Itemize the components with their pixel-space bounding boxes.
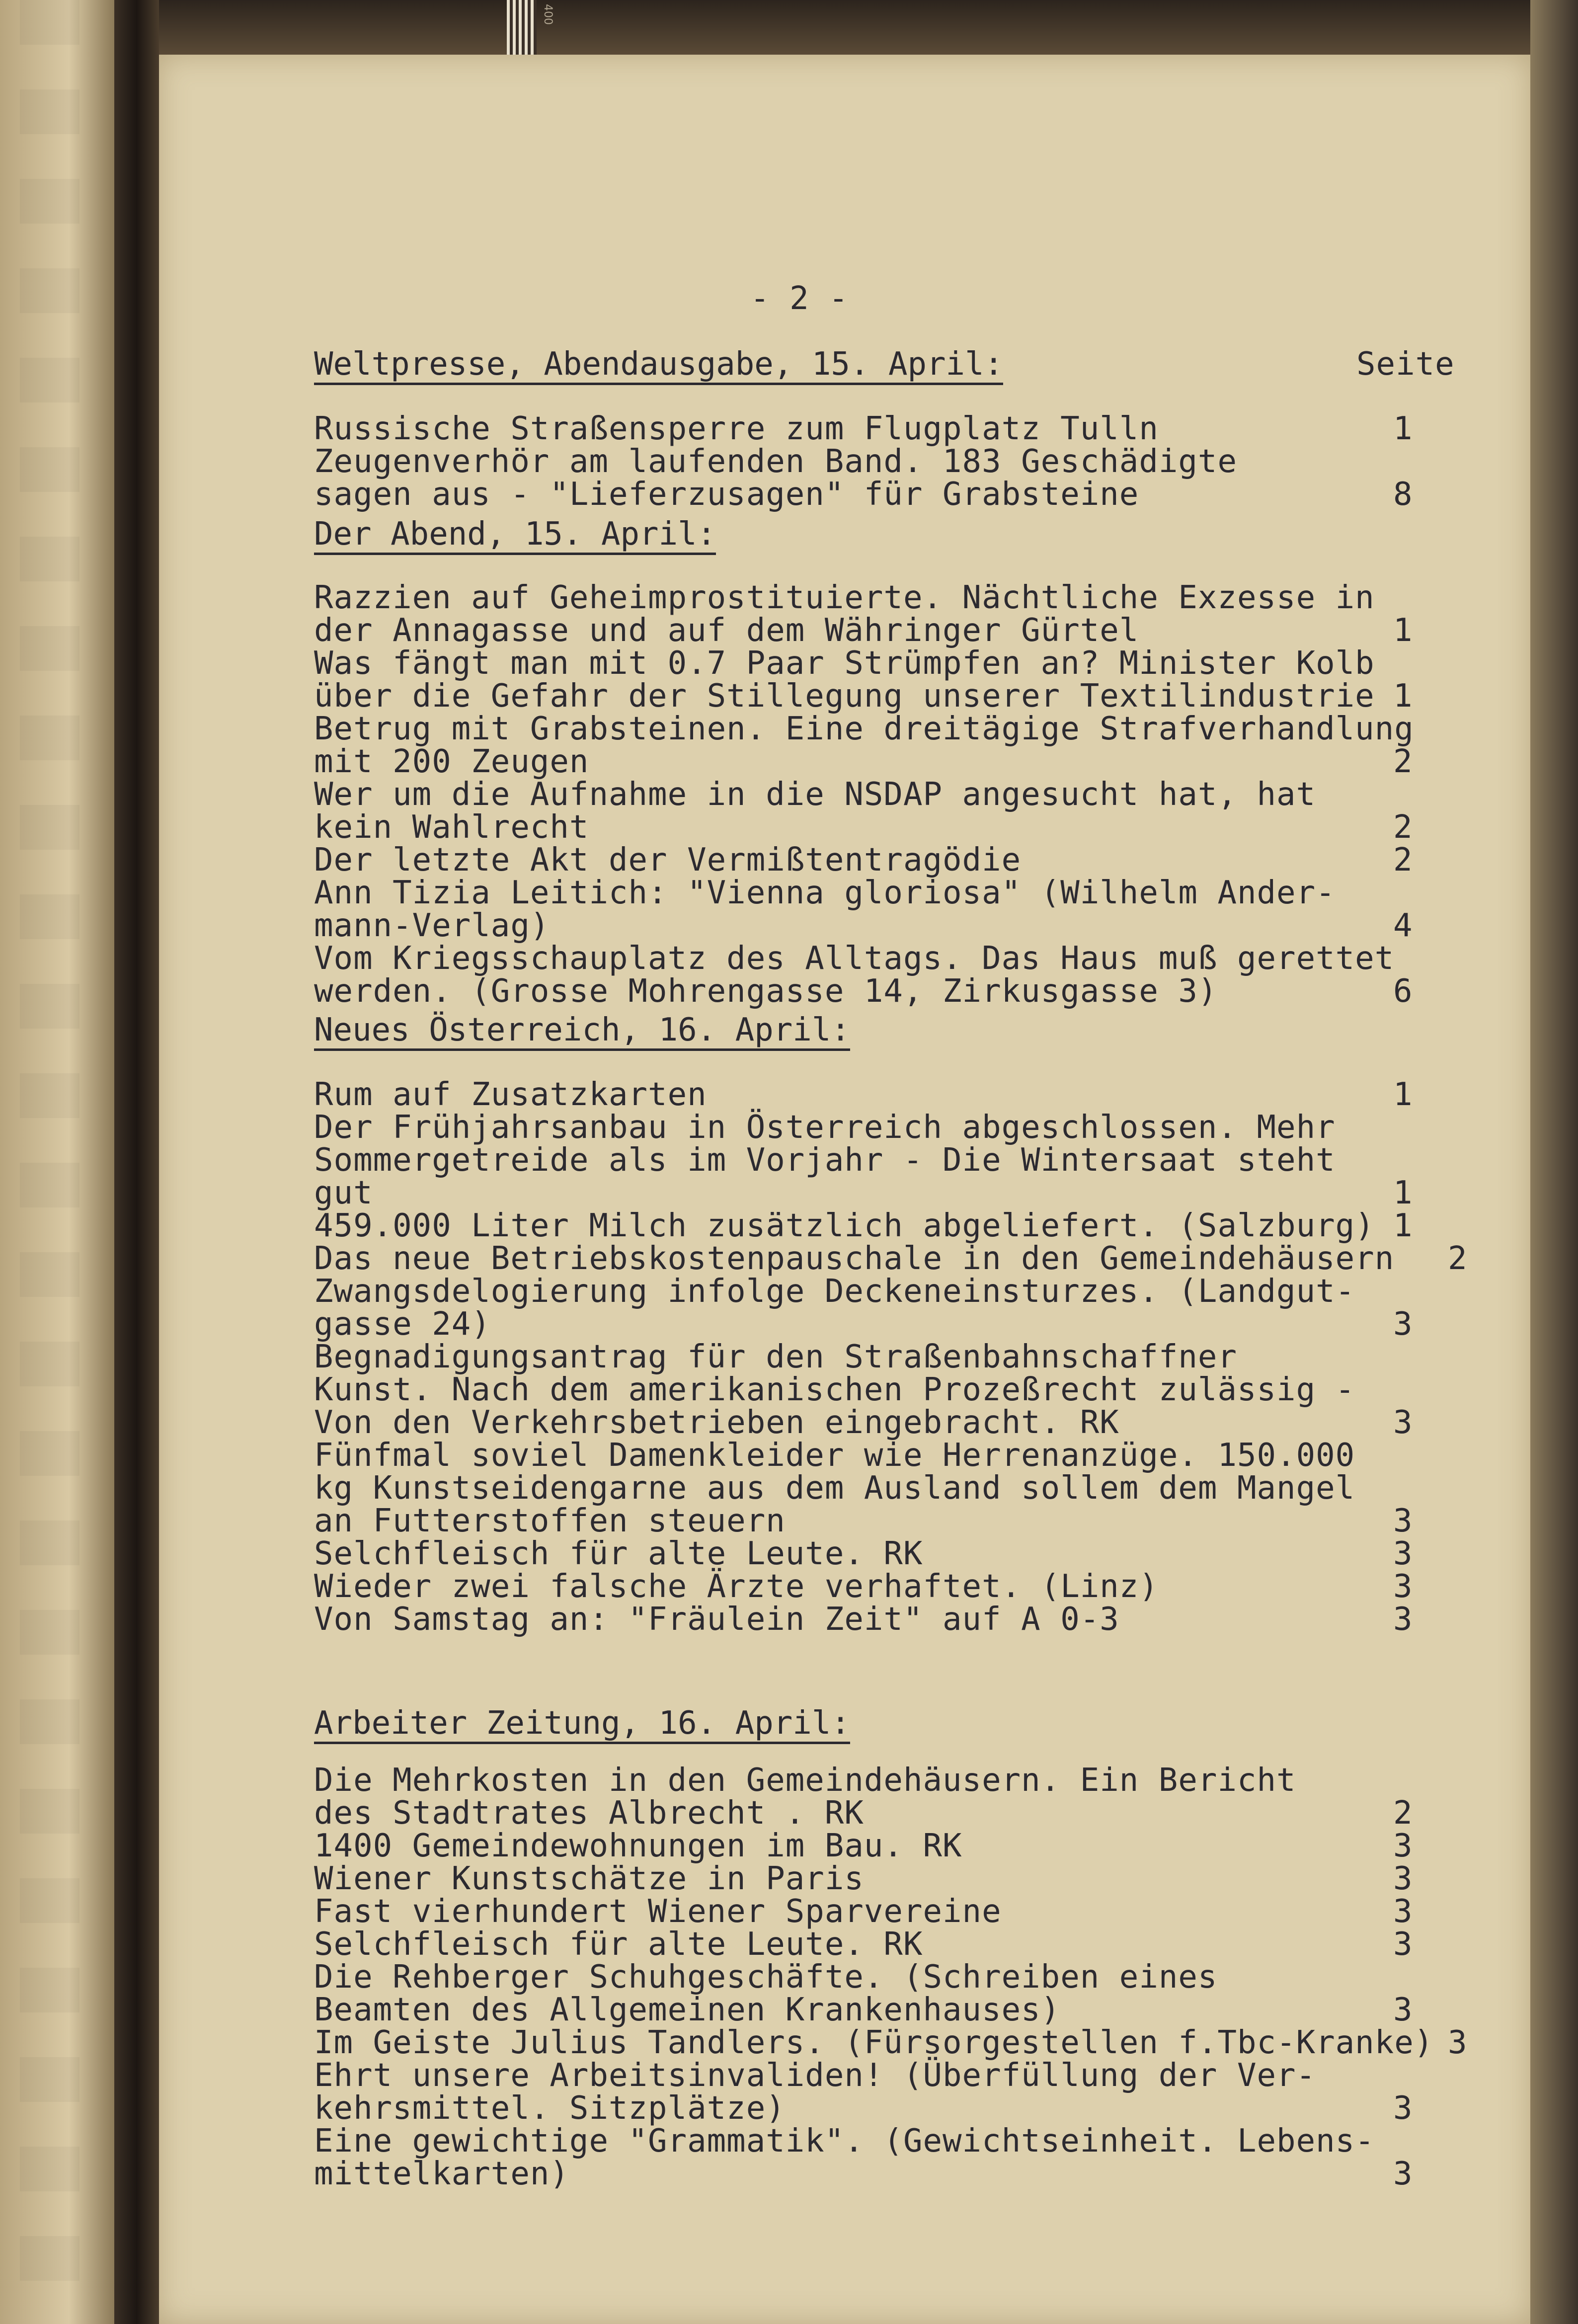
entry-title: Im Geiste Julius Tandlers. (Fürsorgestellen f.Tbc-Kranke): [314, 2024, 1434, 2061]
index-entry: [314, 1961, 1578, 2026]
index-entry: [314, 1830, 1578, 1862]
index-entry: [314, 1209, 1578, 1242]
index-entry: [314, 1895, 1578, 1928]
entry-title: Razzien auf Geheimprostituierte. Nächtliche Exzesse in der Annagasse und auf dem Währinger Gürtel: [314, 579, 1375, 649]
entry-title: Fast vierhundert Wiener Sparvereine: [314, 1893, 1002, 1930]
index-entry: [314, 1862, 1578, 1895]
section-entries: [314, 412, 1578, 511]
index-entry: [314, 1537, 1578, 1570]
entry-title: Das neue Betriebskostenpauschale in den Gemeindehäusern: [314, 1240, 1395, 1277]
index-entry: [314, 844, 1578, 877]
entry-page: 2: [1393, 1795, 1413, 1832]
book-gutter: [114, 0, 159, 2324]
entry-page: 1: [1393, 410, 1413, 447]
entry-title: Der Frühjahrsanbau in Österreich abgeschlossen. Mehr Sommergetreide als im Vorjahr - Die Wintersaat steht gut: [314, 1109, 1336, 1211]
entry-page: 3: [1393, 2156, 1413, 2192]
index-entry: [314, 2125, 1578, 2190]
entry-title: Zwangsdelogierung infolge Deckeneinsturzes. (Landgut- gasse 24): [314, 1273, 1355, 1343]
index-entry: [314, 1078, 1578, 1111]
section-heading: Arbeiter Zeitung, 16. April:: [314, 1707, 850, 1744]
index-entry: [314, 1570, 1578, 1603]
entry-title: Von Samstag an: "Fräulein Zeit" auf A 0-3: [314, 1601, 1119, 1638]
facing-page-edge: [0, 0, 114, 2324]
index-entry: [314, 2059, 1578, 2125]
entry-title: Selchfleisch für alte Leute. RK: [314, 1535, 923, 1572]
entry-page: 3: [1393, 1828, 1413, 1864]
index-entry: [314, 877, 1578, 942]
index-entry: [314, 1439, 1578, 1537]
entry-page: 3: [1393, 2090, 1413, 2127]
page-column-header: Seite: [1356, 346, 1455, 383]
entry-title: 1400 Gemeindewohnungen im Bau. RK: [314, 1828, 962, 1864]
entry-title: Vom Kriegsschauplatz des Alltags. Das Haus muß gerettet werden. (Grosse Mohrengasse 14, Zirkusgasse 3): [314, 940, 1395, 1010]
entry-page: 3: [1448, 2024, 1467, 2061]
entry-page: 3: [1393, 1306, 1413, 1343]
entry-page: 1: [1393, 612, 1413, 649]
entry-page: 3: [1393, 1568, 1413, 1605]
index-entry: [314, 1764, 1578, 1830]
entry-page: 3: [1393, 1893, 1413, 1930]
index-entry: [314, 412, 1578, 445]
index-entry: [314, 1603, 1578, 1636]
entry-page: 3: [1393, 1503, 1413, 1539]
entry-page: 3: [1393, 1992, 1413, 2028]
entry-title: Die Rehberger Schuhgeschäfte. (Schreiben eines Beamten des Allgemeinen Krankenhauses): [314, 1959, 1218, 2028]
index-entry: [314, 778, 1578, 844]
index-entry: [314, 1341, 1578, 1439]
entry-title: Was fängt man mit 0.7 Paar Strümpfen an? Minister Kolb über die Gefahr der Stillegung unserer Textilindustrie: [314, 645, 1375, 715]
entry-page: 8: [1393, 476, 1413, 513]
entry-title: Wieder zwei falsche Ärzte verhaftet. (Linz): [314, 1568, 1159, 1605]
index-entry: [314, 1111, 1578, 1209]
entry-page: 1: [1393, 1207, 1413, 1244]
index-entry: [314, 713, 1578, 778]
section-entries: [314, 1764, 1578, 2190]
entry-title: Eine gewichtige "Grammatik". (Gewichtseinheit. Lebens- mittelkarten): [314, 2123, 1375, 2192]
section-heading: Neues Österreich, 16. April:: [314, 1014, 850, 1051]
entry-title: Wiener Kunstschätze in Paris: [314, 1860, 864, 1897]
entry-page: 2: [1448, 1240, 1467, 1277]
entry-page: 3: [1393, 1926, 1413, 1963]
entry-page: 2: [1393, 809, 1413, 846]
entry-page: 1: [1393, 1076, 1413, 1113]
entry-title: Fünfmal soviel Damenkleider wie Herrenanzüge. 150.000 kg Kunstseidengarne aus dem Ausland sollem dem Mangel an Futterstoffen steuern: [314, 1437, 1355, 1539]
entry-title: Der letzte Akt der Vermißtentragödie: [314, 842, 1022, 879]
entry-title: Betrug mit Grabsteinen. Eine dreitägige Strafverhandlung mit 200 Zeugen: [314, 711, 1414, 780]
entry-title: Begnadigungsantrag für den Straßenbahnschaffner Kunst. Nach dem amerikanischen Prozeßrecht zulässig - Von den Verkehrsbetrieben eingebracht. RK: [314, 1339, 1355, 1441]
entry-page: 1: [1393, 1175, 1413, 1211]
scale-label: 400: [542, 4, 554, 25]
index-entry: [314, 445, 1578, 511]
section-entries: [314, 1078, 1578, 1636]
index-entry: [314, 942, 1578, 1008]
section-heading: Weltpresse, Abendausgabe, 15. April:: [314, 348, 1003, 385]
index-entry: [314, 1275, 1578, 1341]
page-number: - 2 -: [750, 280, 849, 317]
entry-title: Wer um die Aufnahme in die NSDAP angesucht hat, hat kein Wahlrecht: [314, 776, 1316, 846]
entry-page: 6: [1393, 973, 1413, 1010]
color-scale-bar: [507, 0, 537, 55]
entry-page: 2: [1393, 743, 1413, 780]
entry-title: Selchfleisch für alte Leute. RK: [314, 1926, 923, 1963]
entry-page: 1: [1393, 678, 1413, 715]
entry-page: 3: [1393, 1404, 1413, 1441]
entry-page: 3: [1393, 1601, 1413, 1638]
document-page: [159, 55, 1530, 2324]
facing-page-text-shadow: [20, 0, 79, 2324]
entry-page: 3: [1393, 1860, 1413, 1897]
entry-title: Ehrt unsere Arbeitsinvaliden! (Überfüllung der Ver- kehrsmittel. Sitzplätze): [314, 2057, 1316, 2127]
index-entry: [314, 581, 1578, 647]
section-heading: Der Abend, 15. April:: [314, 518, 716, 555]
scan-top-edge: [159, 0, 1530, 55]
entry-page: 4: [1393, 907, 1413, 944]
entry-title: Die Mehrkosten in den Gemeindehäusern. Ein Bericht des Stadtrates Albrecht . RK: [314, 1762, 1296, 1832]
entry-page: 2: [1393, 842, 1413, 879]
section-entries: [314, 581, 1578, 1008]
index-entry: [314, 1928, 1578, 1961]
entry-page: 3: [1393, 1535, 1413, 1572]
entry-title: 459.000 Liter Milch zusätzlich abgeliefert. (Salzburg): [314, 1207, 1375, 1244]
index-entry: [314, 2026, 1578, 2059]
entry-title: Rum auf Zusatzkarten: [314, 1076, 707, 1113]
entry-title: Russische Straßensperre zum Flugplatz Tulln: [314, 410, 1159, 447]
index-entry: [314, 1242, 1578, 1275]
index-entry: [314, 647, 1578, 713]
entry-title: Ann Tizia Leitich: "Vienna gloriosa" (Wilhelm Ander- mann-Verlag): [314, 875, 1336, 944]
entry-title: Zeugenverhör am laufenden Band. 183 Geschädigte sagen aus - "Lieferzusagen" für Grabsteine: [314, 443, 1237, 513]
